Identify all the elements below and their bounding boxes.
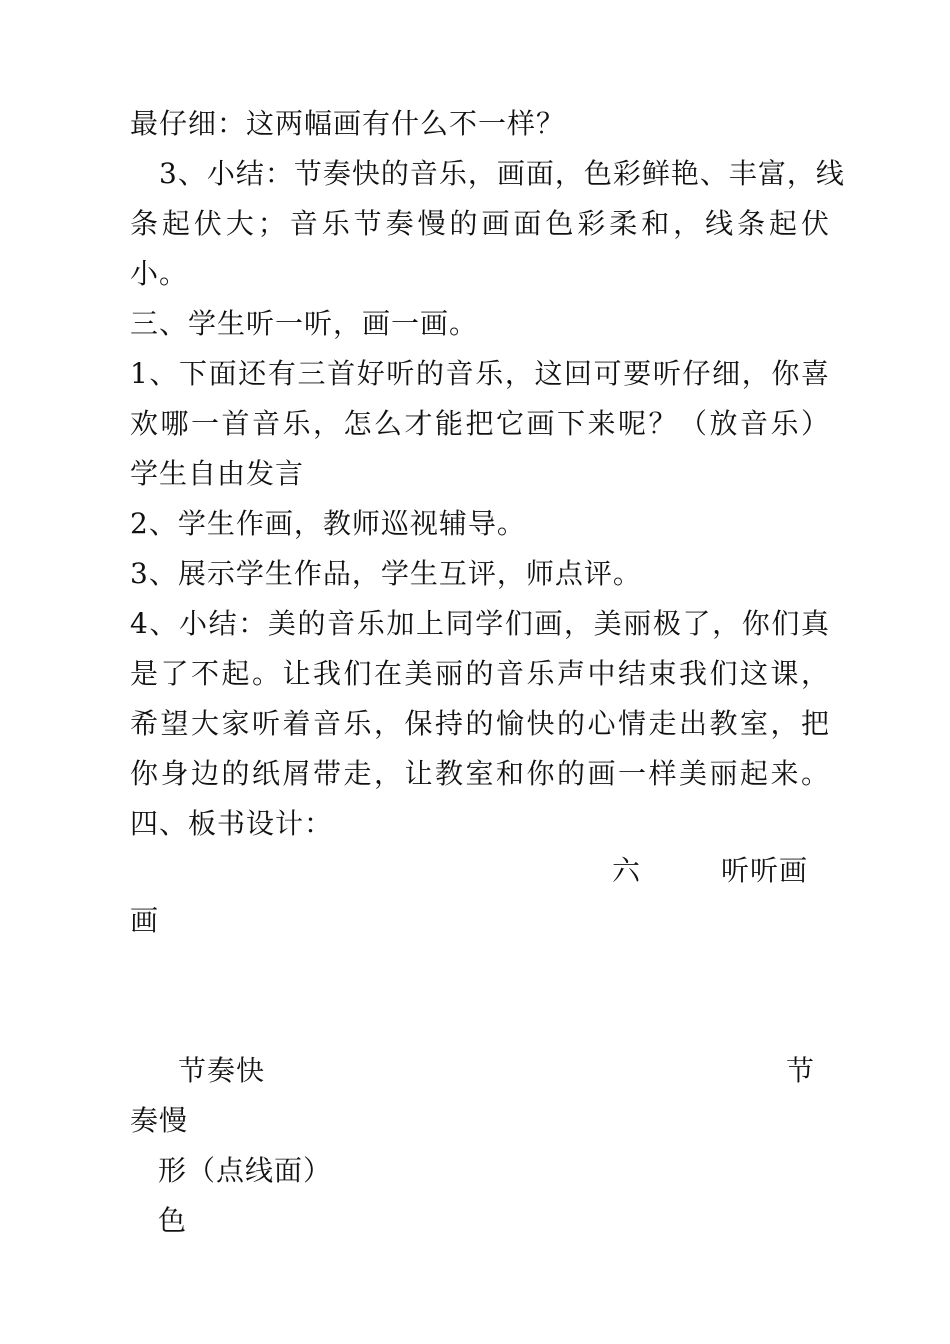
text-line: 你身边的纸屑带走，让教室和你的画一样美丽起来。	[130, 757, 830, 790]
text-line: 3、展示学生作品，学生互评，师点评。	[130, 557, 642, 590]
section-heading: 四、板书设计：	[130, 807, 334, 840]
board-title-wrap: 画	[130, 904, 160, 937]
board-right-heading: 节	[786, 1054, 816, 1087]
board-item-color: 色	[158, 1204, 188, 1237]
text-line: 条起伏大；音乐节奏慢的画面色彩柔和，线条起伏	[130, 207, 830, 240]
text-line: 4、小结：美的音乐加上同学们画，美丽极了，你们真	[130, 607, 830, 640]
board-title-text: 听听画	[721, 854, 809, 887]
board-title-number: 六	[612, 854, 642, 887]
text-line: 小。	[130, 257, 189, 290]
text-line: 欢哪一首音乐，怎么才能把它画下来呢？（放音乐）	[130, 407, 830, 440]
text-line: 3、小结：节奏快的音乐，画面，色彩鲜艳、丰富，线	[130, 157, 845, 190]
section-heading: 三、学生听一听，画一画。	[130, 307, 479, 340]
board-left-heading: 节奏快	[178, 1054, 266, 1087]
text-line: 1、下面还有三首好听的音乐，这回可要听仔细，你喜	[130, 357, 830, 390]
text-line: 2、学生作画，教师巡视辅导。	[130, 507, 526, 540]
board-item-shape: 形（点线面）	[158, 1154, 333, 1187]
text-line: 最仔细：这两幅画有什么不一样？	[130, 107, 566, 140]
text-line: 是了不起。让我们在美丽的音乐声中结束我们这课，	[130, 657, 830, 690]
text-line: 学生自由发言	[130, 457, 305, 490]
board-right-heading-wrap: 奏慢	[130, 1104, 189, 1137]
text-line: 希望大家听着音乐，保持的愉快的心情走出教室，把	[130, 707, 830, 740]
